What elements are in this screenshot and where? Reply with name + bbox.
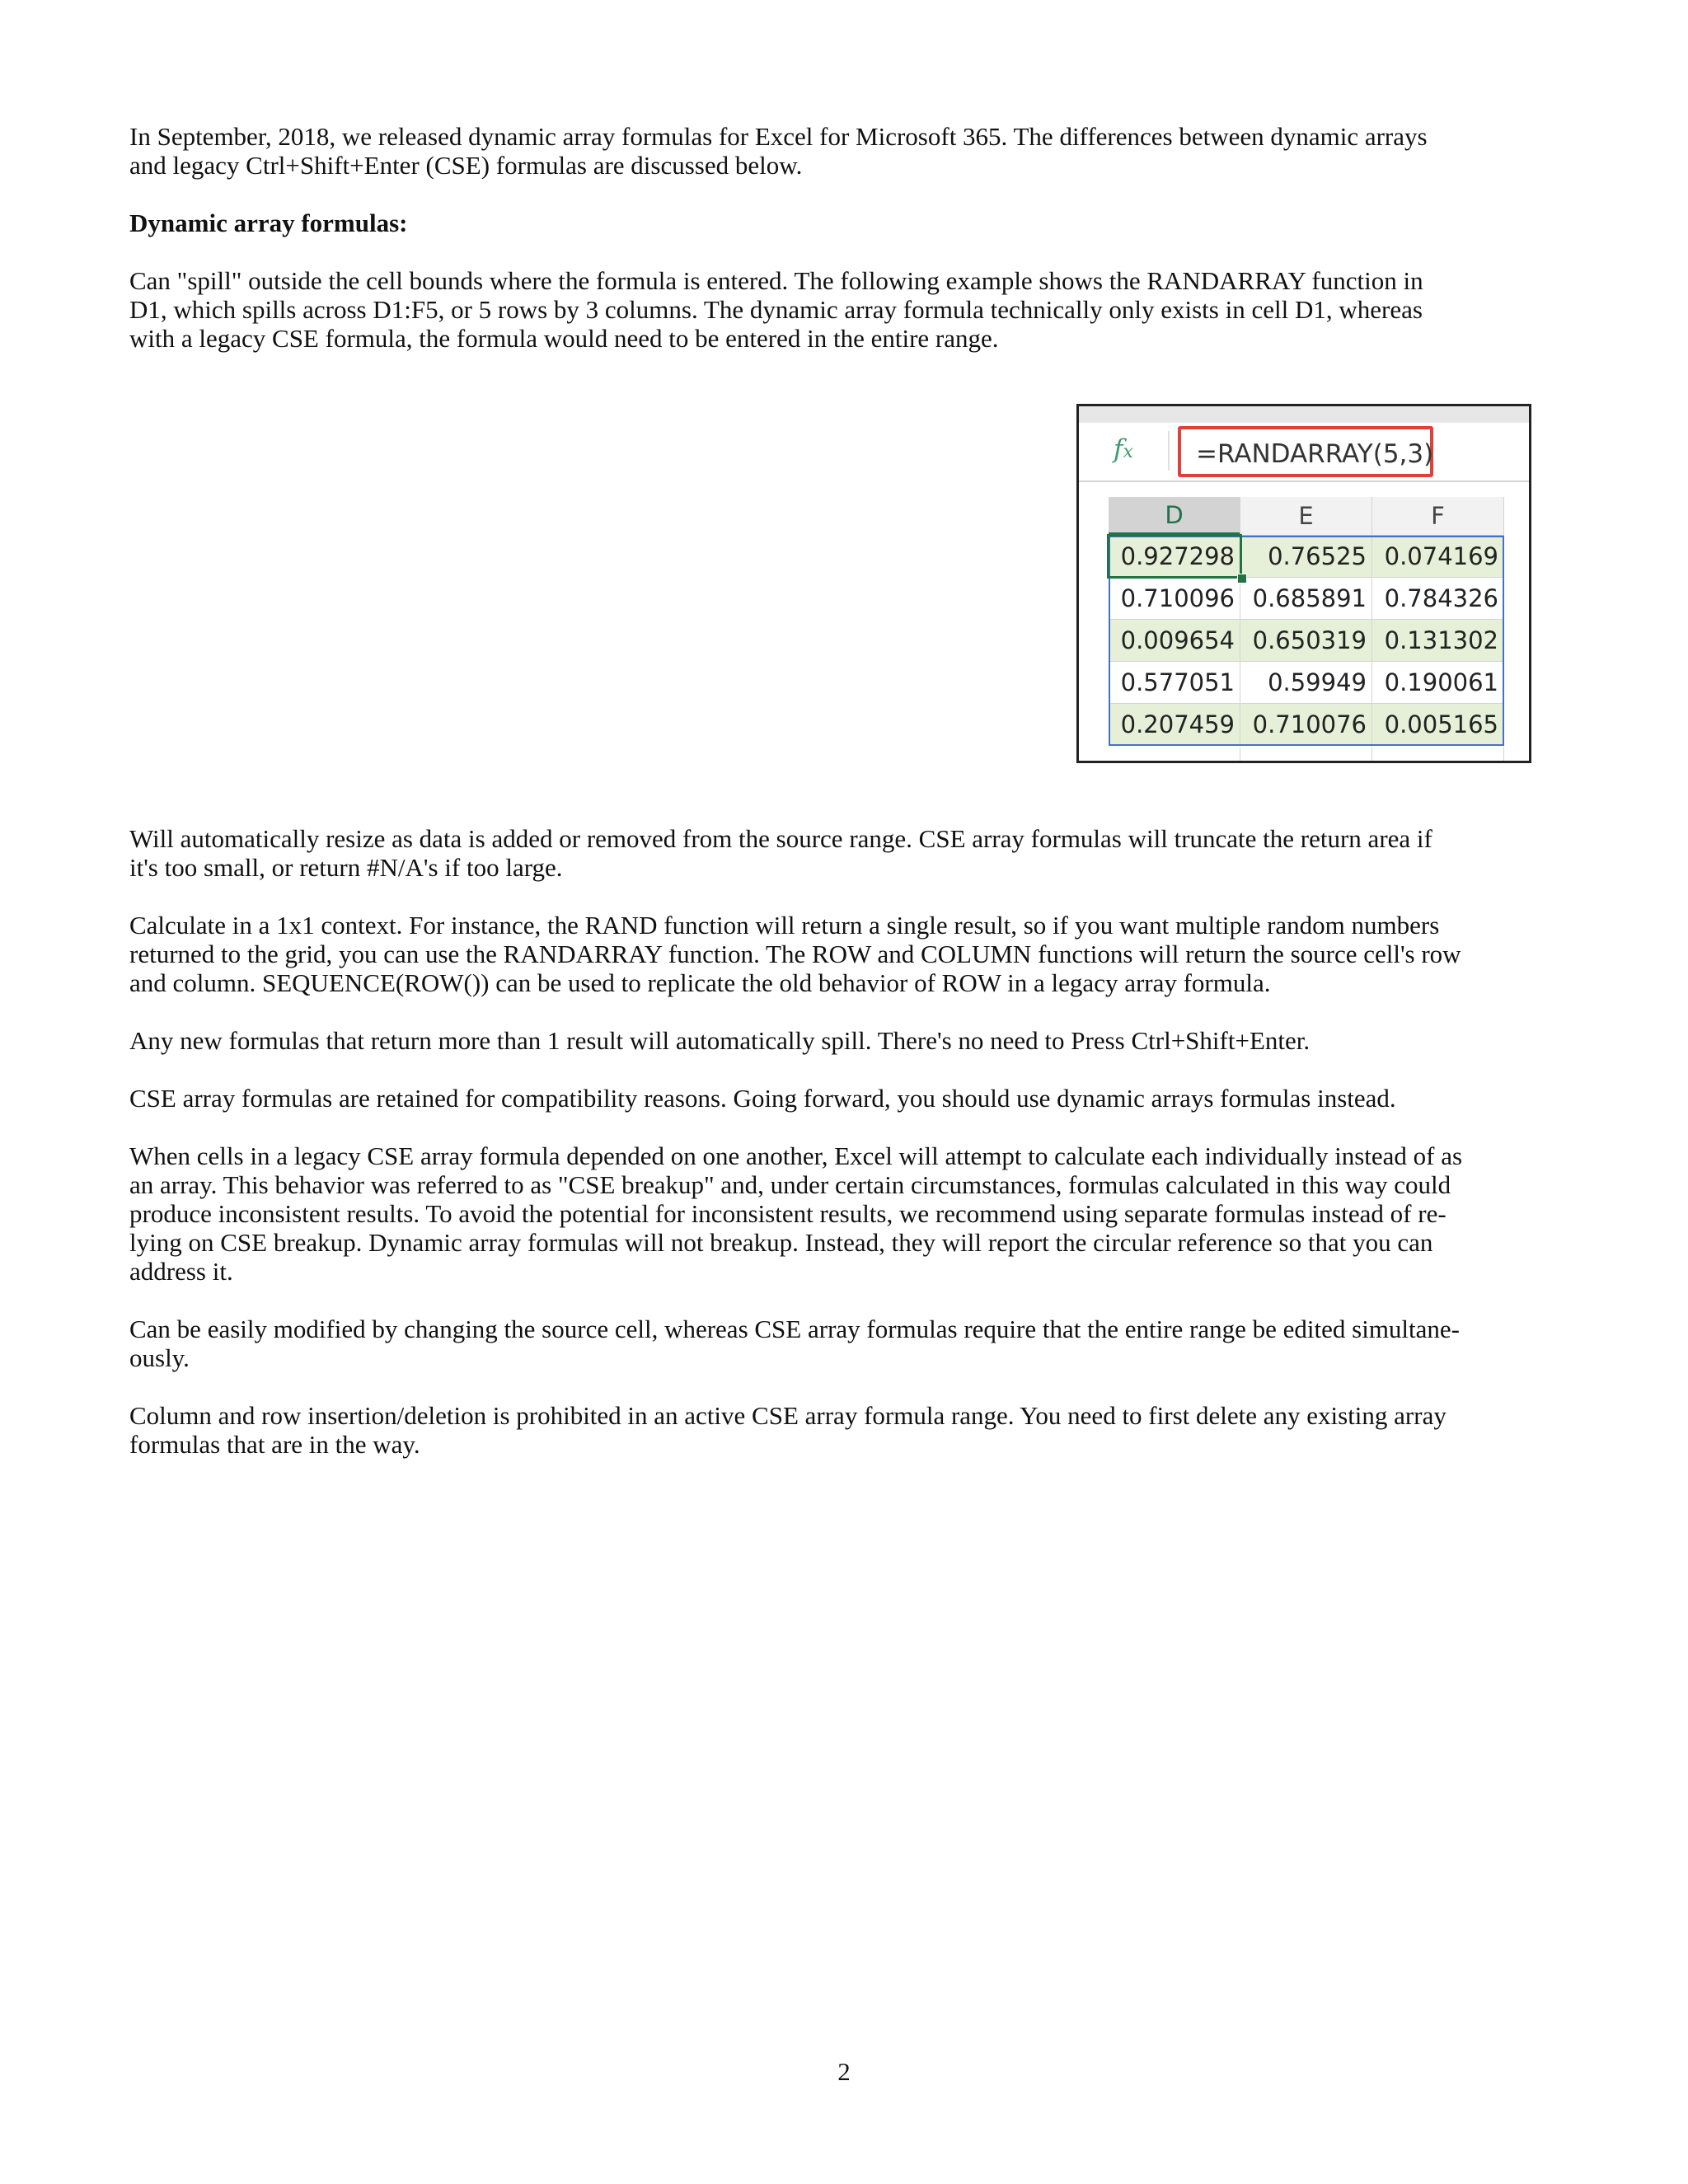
- section-heading: Dynamic array formulas:: [129, 209, 408, 237]
- body-paragraphs: [129, 824, 1580, 1459]
- page-number: 2: [837, 2057, 851, 2086]
- cell-f2: 0.784326: [1372, 578, 1504, 619]
- table-row: [1109, 662, 1504, 704]
- fill-handle: [1237, 574, 1247, 583]
- intro-line-2: and legacy Ctrl+Shift+Enter (CSE) formulas are discussed below.: [129, 151, 803, 180]
- resize-para-line-2: it's too small, or return #N/A's if too large.: [129, 853, 563, 882]
- spill-range: [1109, 536, 1504, 746]
- cell-d1: 0.927298: [1109, 536, 1240, 577]
- cell-e2: 0.685891: [1240, 578, 1372, 619]
- cell-d4: 0.577051: [1109, 662, 1240, 703]
- excel-screenshot: [1076, 404, 1531, 763]
- breakup-para-line-2: an array. This behavior was referred to as "CSE breakup" and, under certain circumstances, formulas calculated in this way could: [129, 1170, 1451, 1199]
- table-row: [1109, 620, 1504, 662]
- context-para-line-2: returned to the grid, you can use the RANDARRAY function. The ROW and COLUMN functions will return the source cell's row: [129, 940, 1461, 968]
- cell-e1: 0.76525: [1240, 536, 1372, 577]
- modify-para-line-2: ously.: [129, 1343, 190, 1372]
- compat-para-line-1: CSE array formulas are retained for compatibility reasons. Going forward, you should use dynamic arrays formulas instead.: [129, 1084, 1396, 1113]
- insert-para-line-2: formulas that are in the way.: [129, 1430, 420, 1459]
- context-para-line-3: and column. SEQUENCE(ROW()) can be used to replicate the old behavior of ROW in a legacy array formula.: [129, 968, 1271, 997]
- empty-cell: [1240, 747, 1372, 763]
- spill-auto-para-line-1: Any new formulas that return more than 1 result will automatically spill. There's no need to Press Ctrl+Shift+Enter.: [129, 1026, 1311, 1055]
- empty-cell: [1372, 747, 1504, 763]
- column-header-d: D: [1109, 497, 1240, 535]
- spill-para-line-1: Can "spill" outside the cell bounds where the formula is entered. The following example shows the RANDARRAY function in: [129, 266, 1423, 295]
- ribbon-strip: [1079, 406, 1529, 424]
- breakup-para-line-1: When cells in a legacy CSE array formula depended on one another, Excel will attempt to calculate each individually instead of as: [129, 1141, 1463, 1170]
- formula-highlight-box: [1178, 426, 1433, 477]
- cell-f5: 0.005165: [1372, 704, 1504, 745]
- context-para-line-1: Calculate in a 1x1 context. For instance, the RAND function will return a single result, so if you want multiple random numbers: [129, 911, 1440, 940]
- table-row: [1109, 704, 1504, 746]
- resize-para-line-1: Will automatically resize as data is added or removed from the source range. CSE array formulas will truncate the return area if: [129, 824, 1432, 853]
- formula-text: =RANDARRAY(5,3): [1196, 439, 1434, 469]
- cell-d2: 0.710096: [1109, 578, 1240, 619]
- table-row: [1109, 578, 1504, 620]
- insert-para-line-1: Column and row insertion/deletion is prohibited in an active CSE array formula range. You need to first delete any existing array: [129, 1401, 1447, 1430]
- breakup-para-line-5: address it.: [129, 1257, 233, 1286]
- empty-cell: [1109, 747, 1240, 763]
- formula-bar-divider: [1168, 431, 1170, 471]
- cell-e5: 0.710076: [1240, 704, 1372, 745]
- column-header-f: F: [1372, 497, 1504, 535]
- intro-line-1: In September, 2018, we released dynamic array formulas for Excel for Microsoft 365. The differences between dynamic arrays: [129, 122, 1428, 151]
- cell-e4: 0.59949: [1240, 662, 1372, 703]
- cell-e3: 0.650319: [1240, 620, 1372, 661]
- column-headers: [1109, 497, 1504, 536]
- empty-grid-row: [1109, 747, 1504, 763]
- fx-icon: fx: [1114, 434, 1133, 464]
- column-header-e: E: [1240, 497, 1372, 535]
- cell-d3: 0.009654: [1109, 620, 1240, 661]
- spill-para-line-3: with a legacy CSE formula, the formula would need to be entered in the entire range.: [129, 324, 999, 353]
- cell-d5: 0.207459: [1109, 704, 1240, 745]
- breakup-para-line-4: lying on CSE breakup. Dynamic array formulas will not breakup. Instead, they will report the circular reference so that you can: [129, 1228, 1433, 1257]
- cell-f4: 0.190061: [1372, 662, 1504, 703]
- formula-bar: [1079, 423, 1529, 482]
- breakup-para-line-3: produce inconsistent results. To avoid the potential for inconsistent results, we recommend using separate formulas instead of re-: [129, 1199, 1447, 1228]
- modify-para-line-1: Can be easily modified by changing the source cell, whereas CSE array formulas require that the entire range be edited simultane-: [129, 1315, 1460, 1343]
- table-row: [1109, 536, 1504, 578]
- cell-f1: 0.074169: [1372, 536, 1504, 577]
- cell-f3: 0.131302: [1372, 620, 1504, 661]
- document-page: [129, 122, 1580, 353]
- spill-para-line-2: D1, which spills across D1:F5, or 5 rows by 3 columns. The dynamic array formula technically only exists in cell D1, whereas: [129, 295, 1423, 324]
